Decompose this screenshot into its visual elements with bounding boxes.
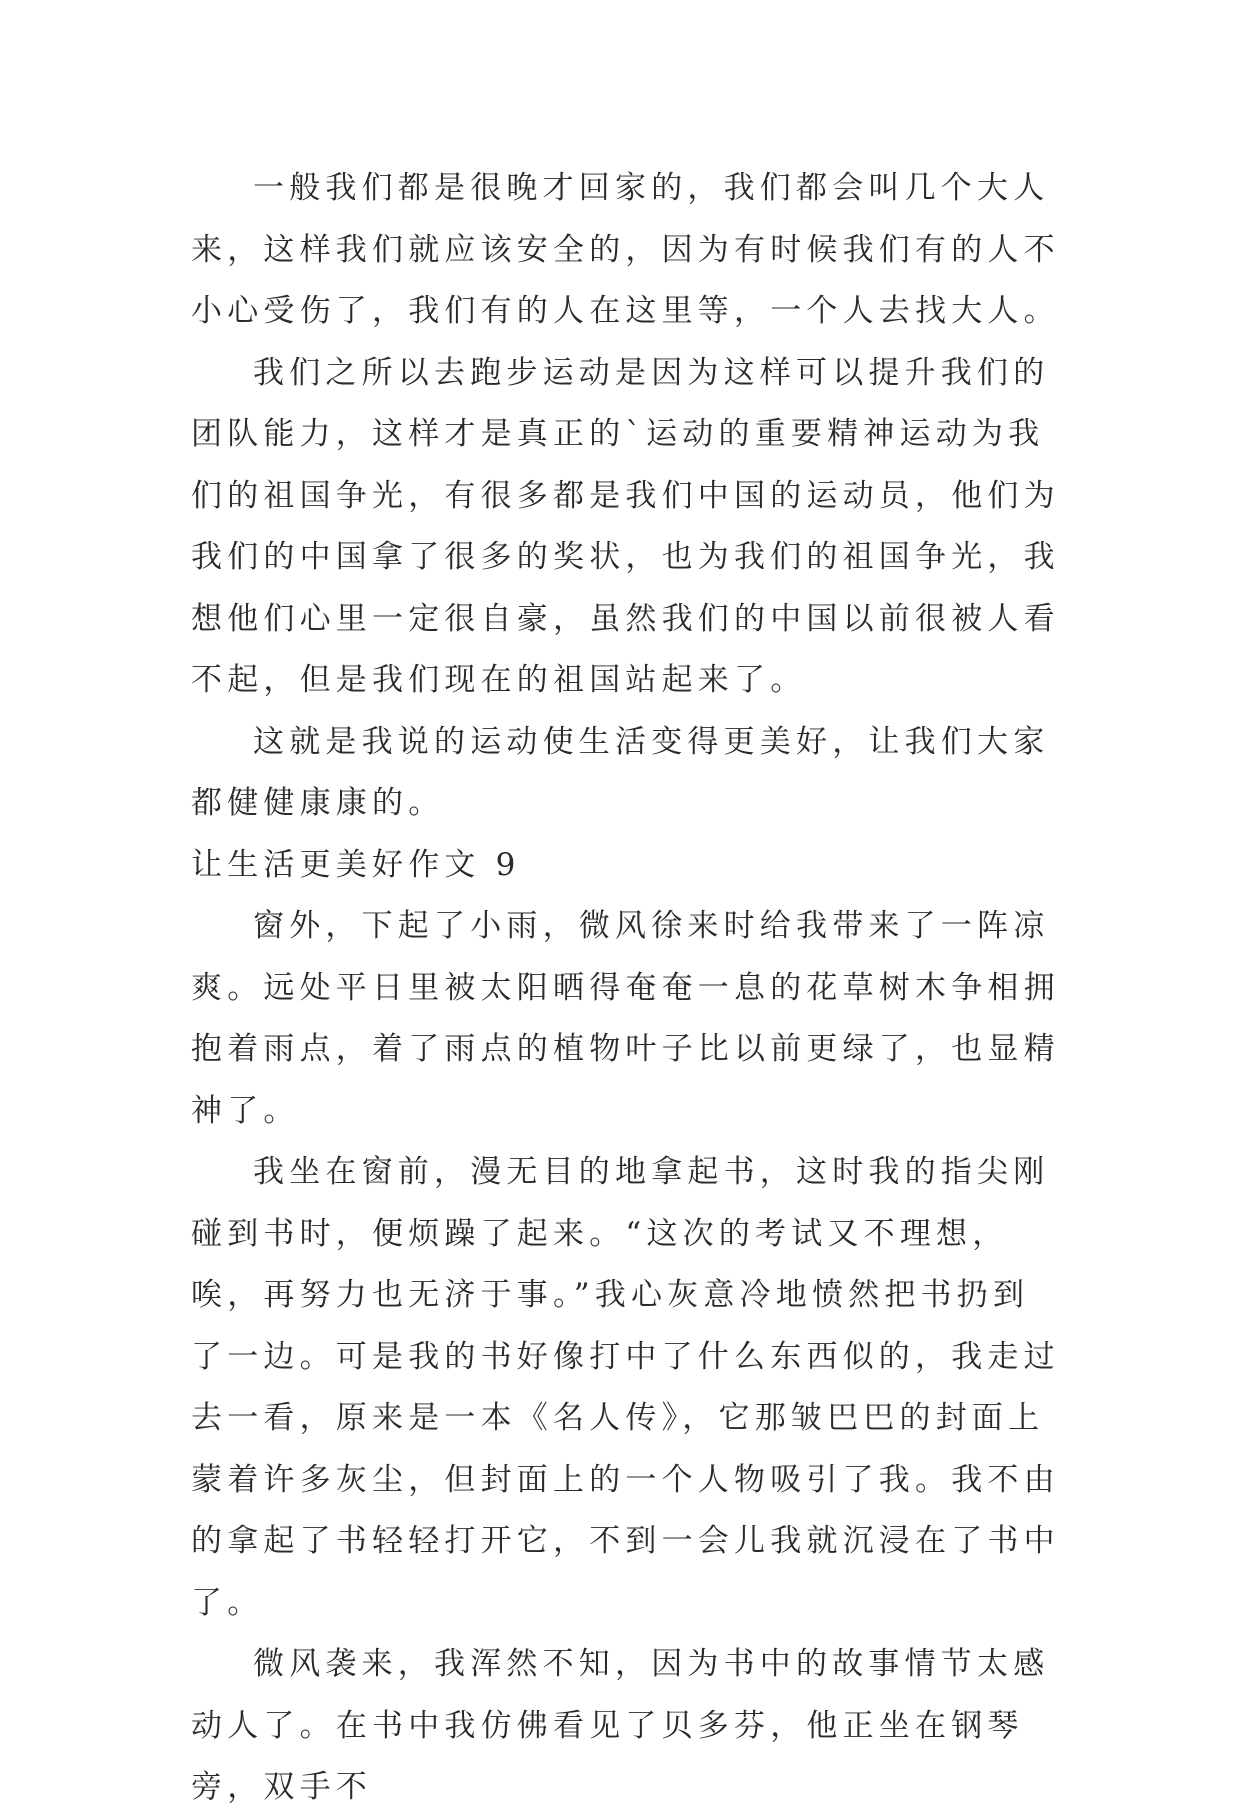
paragraph-1: 一般我们都是很晚才回家的，我们都会叫几个大人来，这样我们就应该安全的，因为有时候我们有的人不小心受伤了，我们有的人在这里等，一个人去找大人。 — [191, 170, 1060, 329]
paragraph-4: 窗外，下起了小雨，微风徐来时给我带来了一阵凉爽。远处平日里被太阳晒得奄奄一息的花草树木争相拥抱着雨点，着了雨点的植物叶子比以前更绿了，也显精神了。 — [191, 908, 1060, 1129]
paragraph-6: 微风袭来，我浑然不知，因为书中的故事情节太感动人了。在书中我仿佛看见了贝多芬，他正坐在钢琴旁，双手不 — [191, 1646, 1050, 1805]
paragraph-2: 我们之所以去跑步运动是因为这样可以提升我们的团队能力，这样才是真正的`运动的重要精神运动为我们的祖国争光，有很多都是我们中国的运动员，他们为我们的中国拿了很多的奖状，也为我们的祖国争光，我想他们心里一定很自豪，虽然我们的中国以前很被人看不起，但是我们现在的祖国站起来了。 — [191, 354, 1060, 698]
paragraph-5: 我坐在窗前，漫无目的地拿起书，这时我的指尖刚碰到书时，便烦躁了起来。“这次的考试又不理想，唉，再努力也无济于事。”我心灰意冷地愤然把书扔到了一边。可是我的书好像打中了什么东西似的，我走过去一看，原来是一本《名人传》，它那皱巴巴的封面上蒙着许多灰尘，但封面上的一个人物吸引了我。我不由的拿起了书轻轻打开它，不到一会儿我就沉浸在了书中了。 — [191, 1154, 1060, 1621]
section-heading: 让生活更美好作文 9 — [191, 846, 521, 883]
document-body — [191, 158, 1061, 1819]
paragraph-3: 这就是我说的运动使生活变得更美好，让我们大家都健健康康的。 — [191, 723, 1050, 821]
